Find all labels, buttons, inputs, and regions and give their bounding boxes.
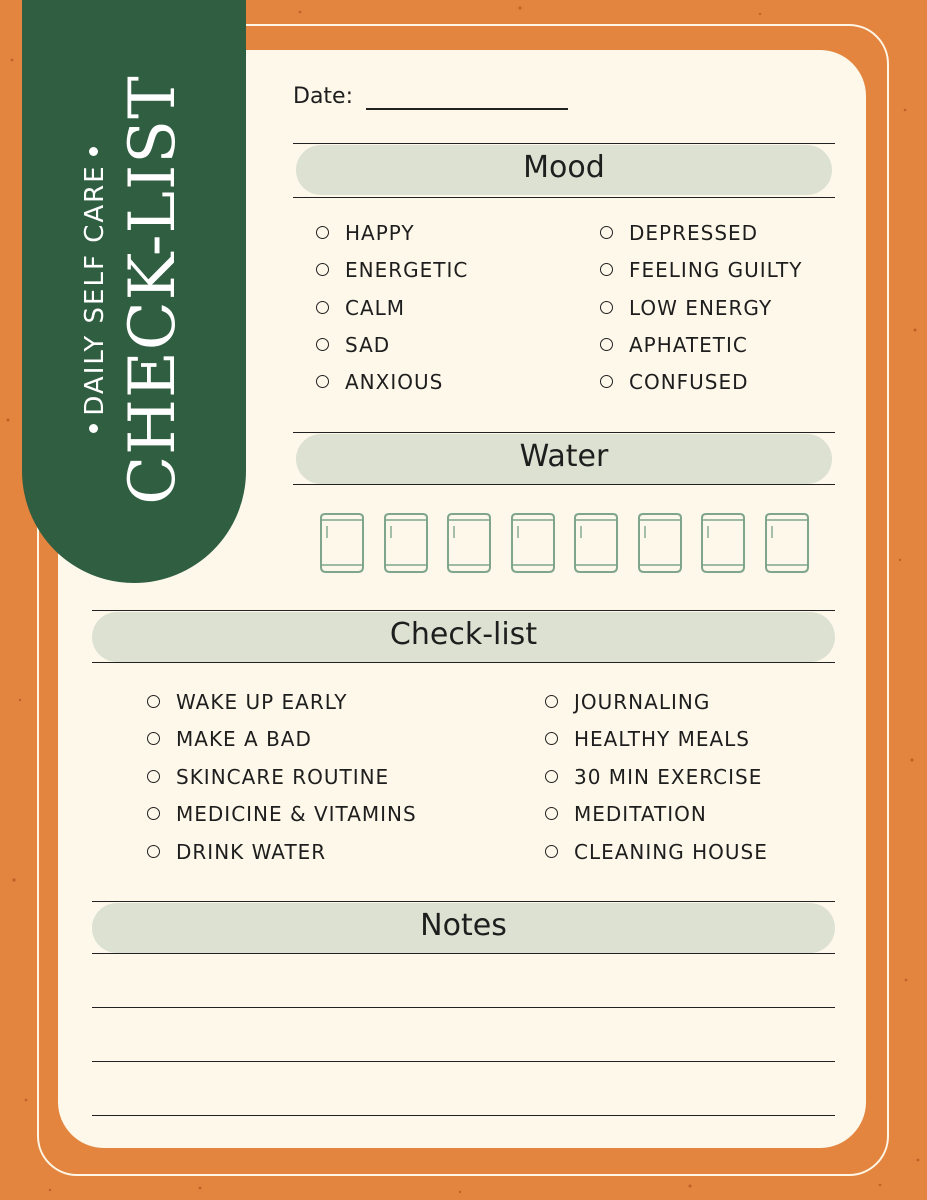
notes-heading bbox=[92, 903, 835, 953]
option-label: ENERGETIC bbox=[345, 258, 469, 282]
checkbox-circle-icon[interactable] bbox=[147, 732, 160, 745]
item-label: DRINK WATER bbox=[176, 840, 327, 864]
notes-line[interactable] bbox=[92, 1007, 835, 1008]
checkbox-circle-icon[interactable] bbox=[545, 695, 558, 708]
checkbox-circle-icon[interactable] bbox=[147, 845, 160, 858]
mood-option[interactable] bbox=[316, 258, 468, 282]
checklist-item[interactable] bbox=[147, 802, 417, 826]
divider bbox=[293, 143, 835, 144]
option-label: SAD bbox=[345, 333, 391, 357]
water-glass-icon[interactable] bbox=[383, 512, 429, 574]
bullet-icon bbox=[89, 424, 98, 433]
item-label: MEDITATION bbox=[574, 802, 707, 826]
water-glass-icon[interactable] bbox=[319, 512, 365, 574]
checklist-heading-text: Check-list bbox=[389, 617, 538, 652]
option-label: CONFUSED bbox=[629, 370, 749, 394]
item-label: 30 MIN EXERCISE bbox=[574, 765, 763, 789]
notes-heading-text: Notes bbox=[420, 908, 507, 943]
checklist-item[interactable] bbox=[147, 727, 312, 751]
item-label: HEALTHY MEALS bbox=[574, 727, 750, 751]
option-label: ANXIOUS bbox=[345, 370, 444, 394]
checklist-item[interactable] bbox=[545, 727, 750, 751]
item-label: WAKE UP EARLY bbox=[176, 690, 348, 714]
option-label: APHATETIC bbox=[629, 333, 748, 357]
water-glass-icon[interactable] bbox=[573, 512, 619, 574]
checkbox-circle-icon[interactable] bbox=[545, 732, 558, 745]
option-label: CALM bbox=[345, 296, 406, 320]
mood-option[interactable] bbox=[316, 370, 443, 394]
divider bbox=[293, 197, 835, 198]
water-glass-icon[interactable] bbox=[446, 512, 492, 574]
bullet-icon bbox=[89, 147, 98, 156]
checkbox-circle-icon[interactable] bbox=[600, 263, 613, 276]
subtitle-text: DAILY SELF CARE bbox=[80, 164, 110, 416]
checkbox-circle-icon[interactable] bbox=[600, 338, 613, 351]
water-heading-text: Water bbox=[519, 439, 609, 474]
checkbox-circle-icon[interactable] bbox=[147, 770, 160, 783]
checklist-item[interactable] bbox=[545, 690, 710, 714]
mood-option[interactable] bbox=[600, 258, 803, 282]
option-label: HAPPY bbox=[345, 221, 415, 245]
checklist-item[interactable] bbox=[545, 840, 768, 864]
checklist-item[interactable] bbox=[545, 802, 707, 826]
item-label: JOURNALING bbox=[574, 690, 711, 714]
mood-option[interactable] bbox=[600, 333, 748, 357]
water-glass-icon[interactable] bbox=[510, 512, 556, 574]
checkbox-circle-icon[interactable] bbox=[316, 226, 329, 239]
water-glass-icon[interactable] bbox=[637, 512, 683, 574]
option-label: LOW ENERGY bbox=[629, 296, 773, 320]
checkbox-circle-icon[interactable] bbox=[147, 695, 160, 708]
item-label: MEDICINE & VITAMINS bbox=[176, 802, 417, 826]
item-label: CLEANING HOUSE bbox=[574, 840, 768, 864]
item-label: SKINCARE ROUTINE bbox=[176, 765, 390, 789]
divider bbox=[92, 953, 835, 954]
checklist-heading bbox=[92, 612, 835, 662]
mood-heading bbox=[296, 145, 832, 195]
notes-line[interactable] bbox=[92, 1115, 835, 1116]
mood-option[interactable] bbox=[600, 296, 772, 320]
mood-option[interactable] bbox=[316, 333, 390, 357]
subtitle bbox=[80, 40, 110, 540]
checkbox-circle-icon[interactable] bbox=[600, 226, 613, 239]
option-label: FEELING GUILTY bbox=[629, 258, 803, 282]
checkbox-circle-icon[interactable] bbox=[545, 770, 558, 783]
date-field[interactable] bbox=[366, 108, 568, 110]
date-label: Date: bbox=[293, 84, 353, 109]
divider bbox=[92, 901, 835, 902]
checkbox-circle-icon[interactable] bbox=[316, 263, 329, 276]
divider bbox=[293, 432, 835, 433]
water-heading bbox=[296, 434, 832, 484]
page-title: CHECK-LIST bbox=[116, 75, 190, 505]
mood-option[interactable] bbox=[600, 370, 749, 394]
mood-option[interactable] bbox=[316, 296, 405, 320]
checkbox-circle-icon[interactable] bbox=[316, 301, 329, 314]
mood-option[interactable] bbox=[600, 221, 758, 245]
checklist-item[interactable] bbox=[147, 765, 389, 789]
option-label: DEPRESSED bbox=[629, 221, 759, 245]
checkbox-circle-icon[interactable] bbox=[600, 375, 613, 388]
divider bbox=[92, 610, 835, 611]
checklist-item[interactable] bbox=[147, 690, 347, 714]
water-glass-icon[interactable] bbox=[700, 512, 746, 574]
divider bbox=[92, 662, 835, 663]
checklist-item[interactable] bbox=[545, 765, 762, 789]
checkbox-circle-icon[interactable] bbox=[600, 301, 613, 314]
divider bbox=[293, 484, 835, 485]
checkbox-circle-icon[interactable] bbox=[147, 807, 160, 820]
checkbox-circle-icon[interactable] bbox=[316, 338, 329, 351]
water-glass-icon[interactable] bbox=[764, 512, 810, 574]
mood-option[interactable] bbox=[316, 221, 415, 245]
item-label: MAKE A BAD bbox=[176, 727, 312, 751]
checklist-item[interactable] bbox=[147, 840, 326, 864]
checkbox-circle-icon[interactable] bbox=[545, 807, 558, 820]
checkbox-circle-icon[interactable] bbox=[316, 375, 329, 388]
mood-heading-text: Mood bbox=[523, 150, 605, 185]
checkbox-circle-icon[interactable] bbox=[545, 845, 558, 858]
notes-line[interactable] bbox=[92, 1061, 835, 1062]
